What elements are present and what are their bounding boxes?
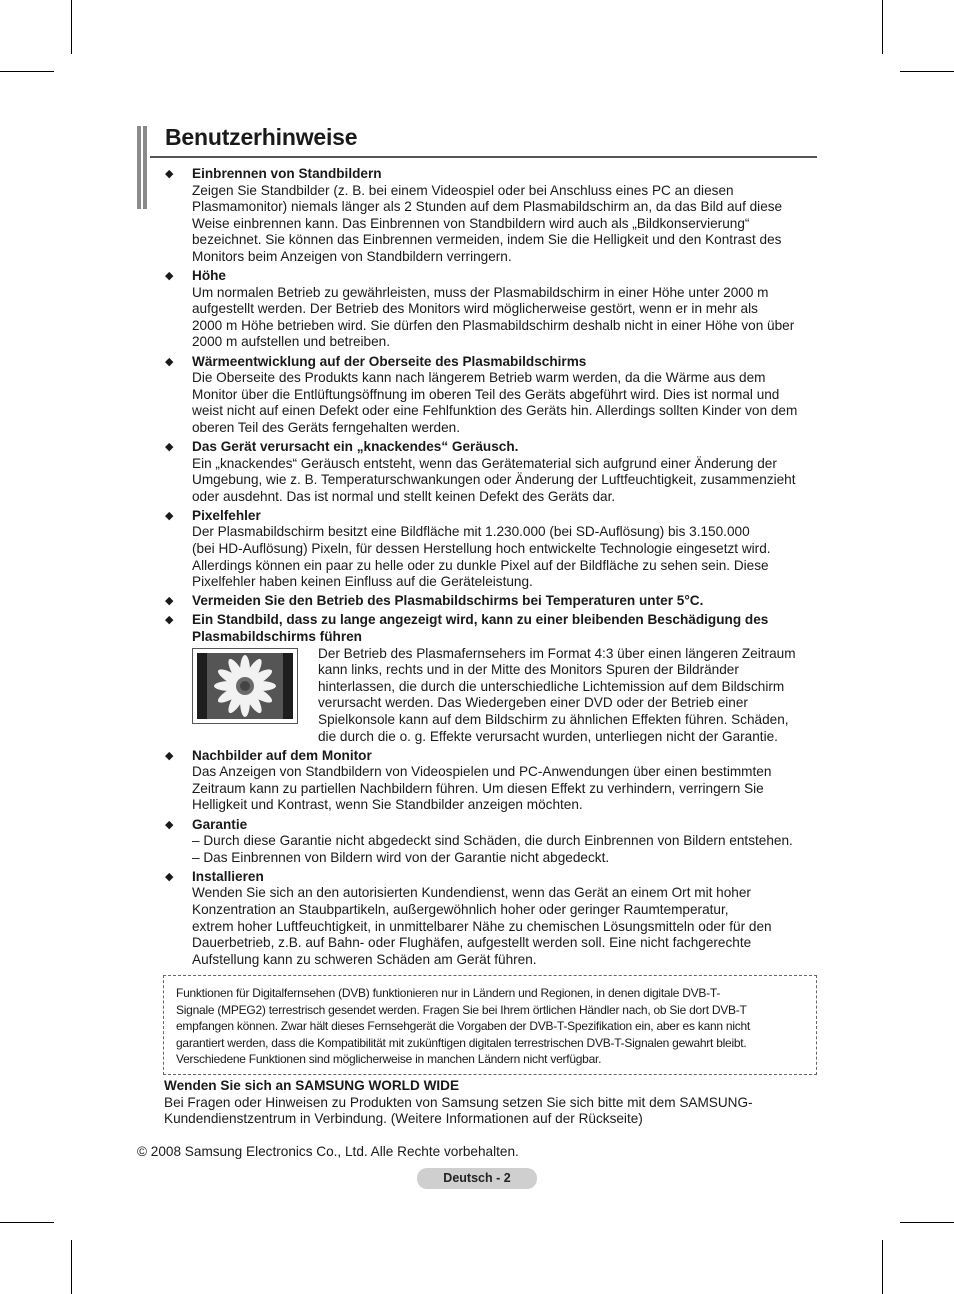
diamond-bullet-icon: ◆ xyxy=(165,509,174,522)
item-title: Wärmeentwicklung auf der Oberseite des Plasmabildschirms xyxy=(192,353,587,369)
page-title: Benutzerhinweise xyxy=(165,124,358,150)
item-title: Einbrennen von Standbildern xyxy=(192,166,382,181)
list-item xyxy=(165,166,815,266)
diamond-bullet-icon: ◆ xyxy=(165,441,174,453)
list-item xyxy=(165,869,815,969)
item-title: Garantie xyxy=(192,816,248,832)
crop-mark xyxy=(882,1240,883,1294)
diamond-bullet-icon: ◆ xyxy=(165,749,174,762)
item-body: Der Plasmabildschirm besitzt eine Bildfläche mit 1.230.000 (bei SD-Auflösung) bis 3.150.000 (bei HD-Auflösung) Pixeln, für dessen Herstellung hoch entwickelte Technologie eingesetzt wird. Allerdings können ein paar zu helle oder zu dunkle Pixel auf der Bildfläche zu sehen sein. Diese Pixelfehler haben keinen Einfluss auf die Geräteleistung. xyxy=(192,524,771,590)
item-body: – Durch diese Garantie nicht abgedeckt sind Schäden, die durch Einbrennen von Bildern entstehen. – Das Einbrennen von Bildern wird von der Garantie nicht abgedeckt. xyxy=(192,833,793,865)
diamond-bullet-icon: ◆ xyxy=(165,355,174,368)
diamond-bullet-icon: ◆ xyxy=(165,595,174,608)
diamond-bullet-icon: ◆ xyxy=(165,270,174,283)
item-title: Ein Standbild, dass zu lange angezeigt wird, kann zu einer bleibenden Beschädigung des Plasmabildschirms führen xyxy=(192,612,769,645)
list-item xyxy=(165,593,815,610)
title-underline xyxy=(150,156,817,158)
contact-body: Bei Fragen oder Hinweisen zu Produkten von Samsung setzen Sie sich bitte mit dem SAMSUNG- Kundendienstzentrum in Verbindung. (Weitere Informationen auf der Rückseite) xyxy=(164,1094,753,1127)
crop-mark xyxy=(882,0,883,54)
dvb-note-box: Funktionen für Digitalfernsehen (DVB) funktionieren nur in Ländern und Regionen, in denen digitale DVB-T- Signale (MPEG2) terrestrisch gesendet werden. Fragen Sie bei Ihrem örtlichen Händler nach, ob Sie dort DVB-T empfangen können. Zwar hält dieses Fernsehgerät die Vorgaben der DVB-T-Spezifikation ein, aber es kann nicht garantiert werden, dass die Kompatibilität mit zukünftigen digitalen terrestrischen DVB-T-Signalen gewahrt bleibt. Verschiedene Funktionen sind möglicherweise in manchen Ländern nicht verfügbar. xyxy=(163,975,817,1075)
item-body: Das Anzeigen von Standbildern von Videospielen und PC-Anwendungen über einen bestimmten Zeitraum kann zu partiellen Nachbildern führen. Um diesen Effekt zu verhindern, verringern Sie Helligkeit und Kontrast, wenn Sie Standbilder anzeigen möchten. xyxy=(192,764,772,813)
item-title: Höhe xyxy=(192,268,226,284)
list-item xyxy=(165,508,815,591)
copyright: © 2008 Samsung Electronics Co., Ltd. Alle Rechte vorbehalten. xyxy=(137,1144,519,1159)
crop-mark xyxy=(900,1222,954,1223)
item-body: Wenden Sie sich an den autorisierten Kundendienst, wenn das Gerät an einem Ort mit hoher Konzentration an Staubpartikeln, außergewöhnlich hoher oder geringer Raumtemperatur, extrem hoher Luftfeuchtigkeit, in unmittelbarer Nähe zu chemischen Lösungsmitteln oder für den Dauerbetrieb, z.B. auf Bahn- oder Flughäfen, aufgestellt werden soll. Eine nicht fachgerechte Aufstellung kann zu schweren Schäden am Gerät führen. xyxy=(192,885,772,967)
item-title: Installieren xyxy=(192,868,264,884)
list-item xyxy=(165,354,815,437)
list-item xyxy=(165,439,815,505)
item-title: Pixelfehler xyxy=(192,507,261,523)
crop-mark xyxy=(900,71,954,72)
list-item xyxy=(165,612,815,745)
list-item xyxy=(165,817,815,867)
contact-section xyxy=(164,1078,804,1128)
crop-mark xyxy=(71,0,72,54)
diamond-bullet-icon: ◆ xyxy=(165,168,174,180)
diamond-bullet-icon: ◆ xyxy=(165,614,174,627)
item-body: Um normalen Betrieb zu gewährleisten, muss der Plasmabildschirm in einer Höhe unter 2000 m aufgestellt werden. Der Betrieb des Monitors wird möglicherweise gestört, wenn er in mehr als 2000 m Höhe betrieben wird. Sie dürfen den Plasmabildschirm deshalb nicht in einer Höhe von über 2000 m aufstellen und betreiben. xyxy=(192,284,795,350)
list-item xyxy=(165,268,815,351)
item-title: Das Gerät verursacht ein „knackendes“ Geräusch. xyxy=(192,439,519,454)
item-body: Der Betrieb des Plasmafernsehers im Format 4:3 über einen längeren Zeitraum kann links, rechts und in der Mitte des Monitors Spuren der Bildränder hinterlassen, die durch die unterschiedliche Lichtemission auf dem Bildschirm verursacht werden. Das Wiedergeben einer DVD oder der Betrieb einer Spielkonsole kann auf dem Bildschirm zu ähnlichen Effekten führen. Schäden, die durch die o. g. Effekte verursacht wurden, unterliegen nicht der Garantie. xyxy=(318,645,796,744)
diamond-bullet-icon: ◆ xyxy=(165,870,174,883)
crop-mark xyxy=(71,1240,72,1294)
burn-in-illustration xyxy=(192,648,298,724)
crop-mark xyxy=(0,71,54,72)
item-title: Nachbilder auf dem Monitor xyxy=(192,747,372,763)
crop-mark xyxy=(0,1222,54,1223)
item-body: Ein „knackendes“ Geräusch entsteht, wenn das Gerätematerial sich aufgrund einer Änderung der Umgebung, wie z. B. Temperaturschwankungen oder Änderung der Luftfeuchtigkeit, zusammenzieht oder ausdehnt. Das ist normal und stellt keinen Defekt des Geräts dar. xyxy=(192,455,796,504)
diamond-bullet-icon: ◆ xyxy=(165,818,174,831)
item-body: Zeigen Sie Standbilder (z. B. bei einem Videospiel oder bei Anschluss eines PC an diesen Plasmamonitor) niemals länger als 2 Stunden auf dem Plasmabildschirm an, da das Bild auf diese Weise einbrennen kann. Das Einbrennen von Standbildern wird auch als „Bildkonservierung“ bezeichnet. Sie können das Einbrennen vermeiden, indem Sie die Helligkeit und den Kontrast des Monitors beim Anzeigen von Standbildern verringern. xyxy=(192,182,783,264)
notes-list xyxy=(165,166,815,971)
flower-image-icon xyxy=(197,653,293,719)
contact-title: Wenden Sie sich an SAMSUNG WORLD WIDE xyxy=(164,1078,460,1093)
page-number-badge: Deutsch - 2 xyxy=(417,1168,537,1189)
list-item xyxy=(165,748,815,814)
item-title: Vermeiden Sie den Betrieb des Plasmabildschirms bei Temperaturen unter 5°C. xyxy=(192,593,704,609)
item-body: Die Oberseite des Produkts kann nach längerem Betrieb warm werden, da die Wärme aus dem Monitor über die Entlüftungsöffnung im oberen Teil des Geräts abgeführt wird. Dies ist normal und weist nicht auf einen Defekt oder eine Fehlfunktion des Geräts hin. Allerdings sollten Kinder von dem oberen Teil des Geräts ferngehalten werden. xyxy=(192,370,798,435)
